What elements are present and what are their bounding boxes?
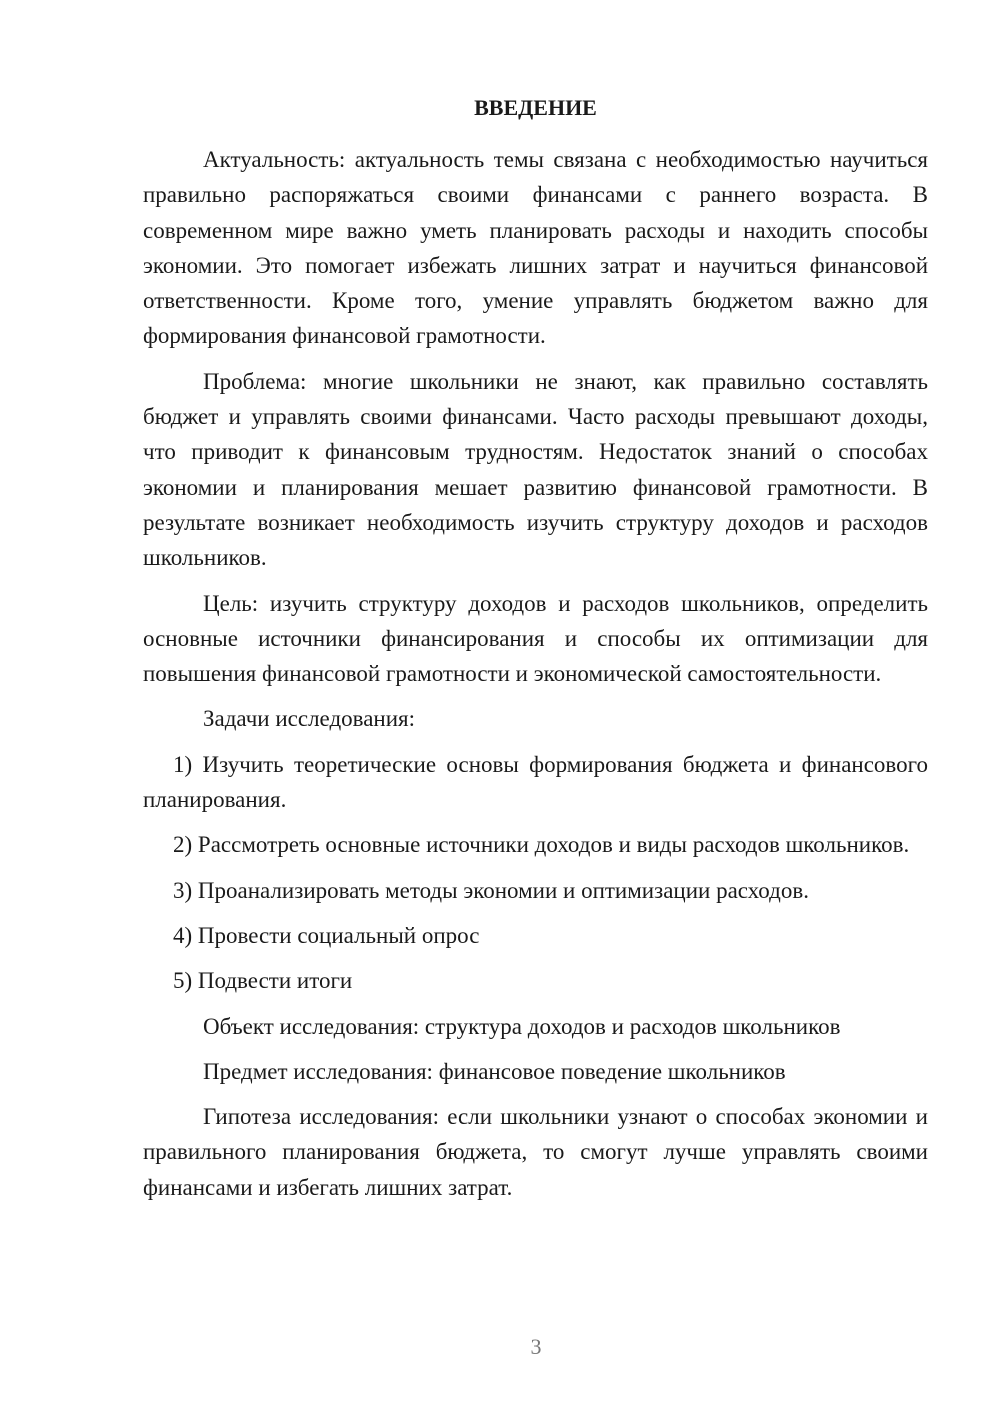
task-item-4: 4) Провести социальный опрос <box>173 922 480 948</box>
task-item-1: 1) Изучить теоретические основы формирования бюджета и финансового планирования. <box>143 751 928 813</box>
task-item-5: 5) Подвести итоги <box>173 968 353 994</box>
page-content <box>143 92 928 1215</box>
paragraph-relevance: Актуальность: актуальность темы связана с необходимостью научиться правильно распоряжаться своими финансами с раннего возраста. В современном мире важно уметь планировать расходы и находить способы экономии. Это помогает избежать лишних затрат и научиться финансовой ответственности. Кроме того, умение управлять бюджетом важно для формирования финансовой грамотности. <box>143 147 928 349</box>
research-subject: Предмет исследования: финансовое поведение школьников <box>203 1058 786 1084</box>
page-number: 3 <box>530 1334 542 1359</box>
research-hypothesis: Гипотеза исследования: если школьники узнают о способах экономии и правильного планирования бюджета, то смогут лучше управлять своими финансами и избегать лишних затрат. <box>143 1104 928 1200</box>
page-title: ВВЕДЕНИЕ <box>474 95 597 120</box>
paragraph-goal: Цель: изучить структуру доходов и расходов школьников, определить основные источники финансирования и способы их оптимизации для повышения финансовой грамотности и экономической самостоятельности. <box>143 590 928 687</box>
tasks-heading: Задачи исследования: <box>203 706 416 732</box>
task-item-2: 2) Рассмотреть основные источники доходов и виды расходов школьников. <box>173 832 910 858</box>
paragraph-problem: Проблема: многие школьники не знают, как правильно составлять бюджет и управлять своими финансами. Часто расходы превышают доходы, что приводит к финансовым трудностям. Недостаток знаний о способах экономии и планирования мешает развитию финансовой грамотности. В результате возникает необходимость изучить структуру доходов и расходов школьников. <box>143 368 928 571</box>
task-item-3: 3) Проанализировать методы экономии и оптимизации расходов. <box>173 877 809 903</box>
research-object: Объект исследования: структура доходов и расходов школьников <box>203 1013 841 1039</box>
